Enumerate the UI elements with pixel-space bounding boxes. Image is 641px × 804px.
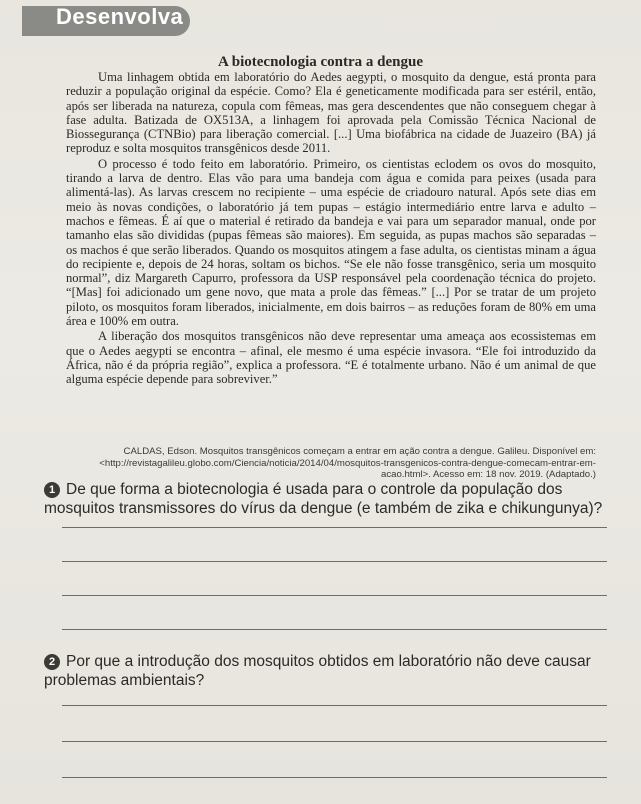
question-text-1: De que forma a biotecnologia é usada para o controle da população dos mosquitos transmissores do vírus da dengue (e também de zika e chikungunya)? (44, 481, 603, 517)
section-title: Desenvolva (56, 4, 184, 29)
question-text-2: Por que a introdução dos mosquitos obtidos em laboratório não deve causar problemas ambientais? (44, 653, 591, 689)
answer-line[interactable] (62, 741, 607, 742)
citation: CALDAS, Edson. Mosquitos transgênicos começam a entrar em ação contra a dengue. Galileu. Disponível em: <http://revistagalileu.globo.com/Ciencia/noticia/2014/04/mosquitos-transgenicos-contra-dengue-comecam-entrar-em-acao.html>. Acesso em: 18 nov. 2019. (Adaptado.) (99, 446, 596, 480)
question-number-2: 2 (44, 654, 60, 670)
article-body (66, 70, 596, 388)
paragraph-1: Uma linhagem obtida em laboratório do Aedes aegypti, o mosquito da dengue, está pronta para reduzir a população original da espécie. Como? Ela é geneticamente modificada para ser estéril, então, após ser liberada na natureza, copula com fêmeas, mas gera descendentes que não conseguem chegar à fase adulta. Batizada de OX513A, a linhagem foi aprovada pela Comissão Técnica Nacional de Biossegurança (CTNBio) para liberação comercial. [...] Uma biofábrica na cidade de Juazeiro (BA) já reproduz e solta mosquitos transgênicos desde 2011. (66, 70, 596, 156)
answer-line[interactable] (62, 777, 607, 778)
answer-line[interactable] (62, 705, 607, 706)
paragraph-2: O processo é todo feito em laboratório. Primeiro, os cientistas eclodem os ovos do mosquito, tirando a larva de dentro. Elas vão para uma bandeja com água e comida para peixes (usada para alimentá-las). As larvas crescem no recipiente – uma espécie de criadouro natural. Após sete dias em meio às novas condições, o laboratório já tem pupas – estágio intermediário entre larva e adulto – machos e fêmeas. É aí que o material é retirado da bandeja e vai para um separador manual, onde por tamanho elas são divididas (pupas fêmeas são maiores). Em seguida, as pupas machos são separadas – os machos é que serão liberados. Quando os mosquitos atingem a fase adulta, os cientistas minam a água do recipiente e, depois de 24 horas, soltam os bichos. “Se ele não fosse transgênico, seria um mosquito normal”, diz Margareth Capurro, professora da USP responsável pela coordenação técnica do projeto. “[Mas] foi adicionado um gene novo, que mata a prole das fêmeas.” [...] Por se tratar de um projeto piloto, os mosquitos foram liberados, inicialmente, em dois bairros – as reduções foram de 80% em uma área e 100% em outra. (66, 156, 596, 329)
answer-line[interactable] (62, 629, 607, 630)
answer-line[interactable] (62, 527, 607, 528)
question-number-1: 1 (44, 482, 60, 498)
answer-line[interactable] (62, 595, 607, 596)
paragraph-3: A liberação dos mosquitos transgênicos não deve representar uma ameaça aos ecossistemas em que o Aedes aegypti se encontra – afinal, ele mesmo é uma espécie invasora. “Ele foi introduzido da África, não é da própria região”, explica a professora. “E é totalmente urbano. Não é um animal de que alguma espécie depende para sobreviver.” (66, 329, 596, 387)
question-2 (44, 652, 604, 690)
answer-line[interactable] (62, 561, 607, 562)
text-title: A biotecnologia contra a dengue (218, 54, 423, 70)
question-1 (44, 480, 604, 518)
